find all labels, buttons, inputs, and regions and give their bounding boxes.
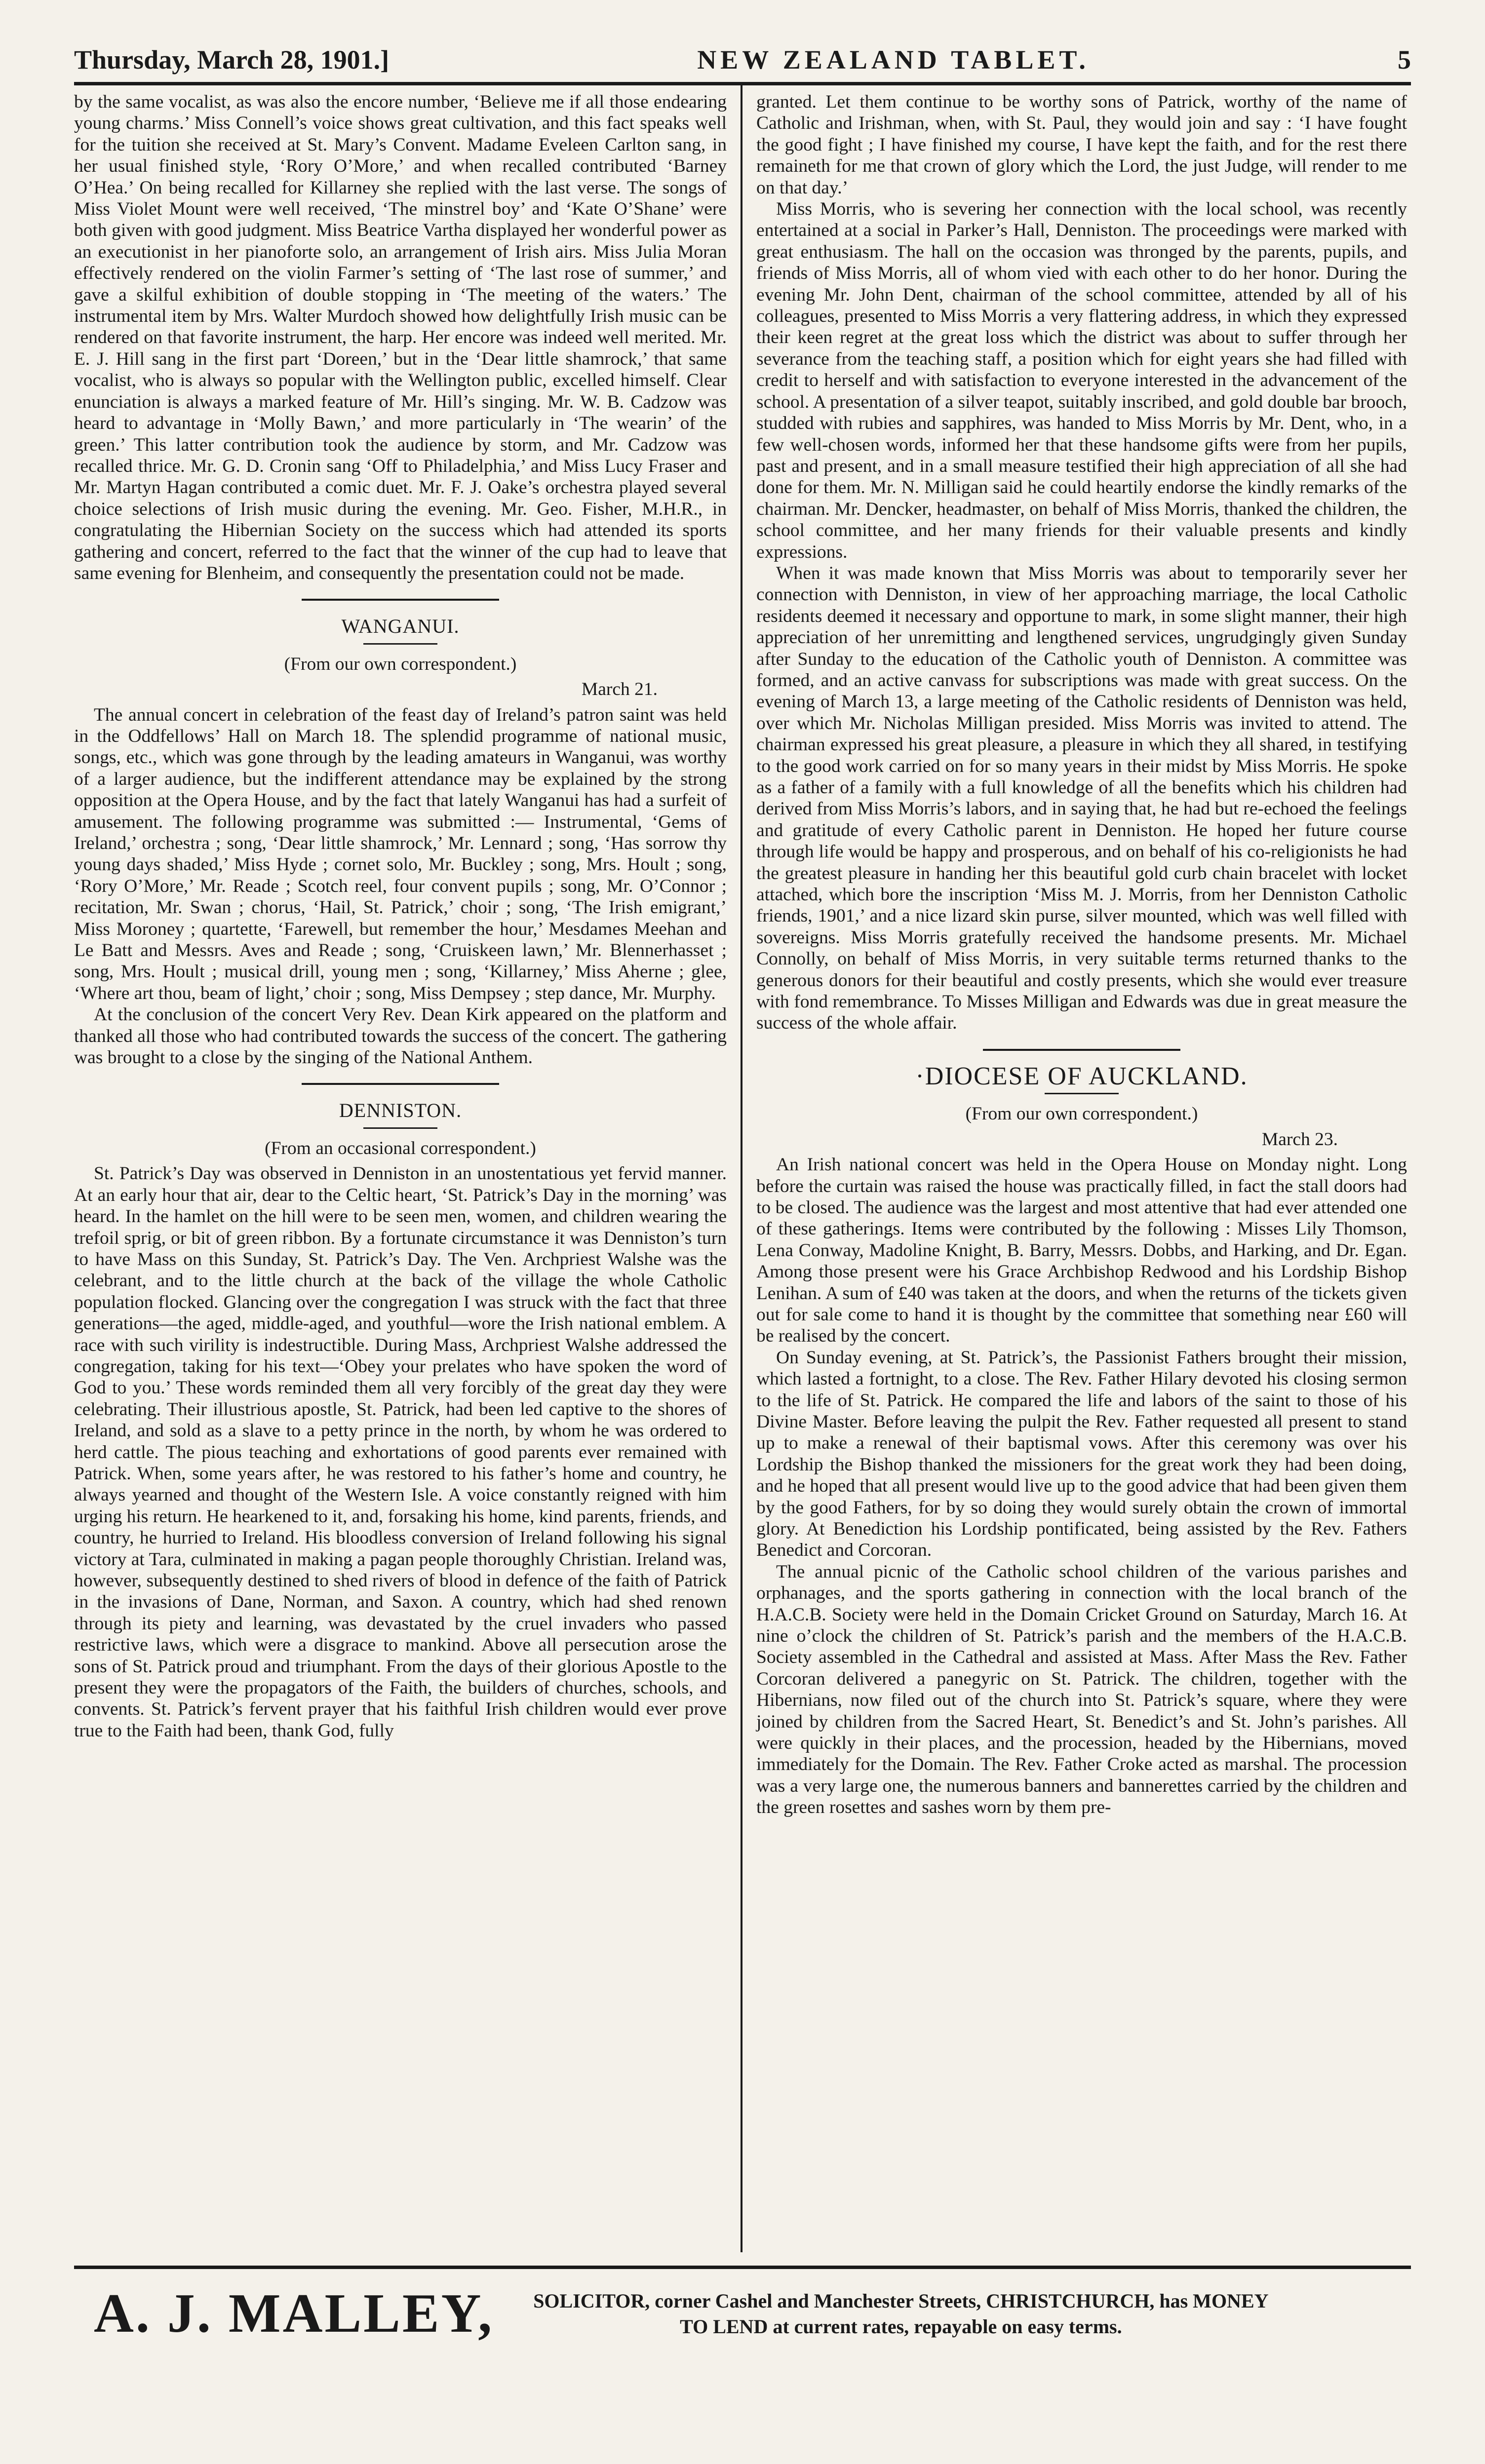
page-number: 5 bbox=[1398, 45, 1411, 75]
right-column bbox=[741, 85, 1407, 2252]
auckland-paragraph-3: The annual picnic of the Catholic school children of the various parishes and orphanages, and the sports gathering in connection with the local branch of the H.A.C.B. Society were held in the Domain Cricket Ground on Saturday, March 16. At nine o’clock the children of St. Patrick’s parish and the members of the H.A.C.B. Society assembled in the Cathedral and assisted at Mass. After Mass the Rev. Father Corcoran delivered a panegyric on St. Patrick. The children, together with the Hibernians, now filed out of the church into St. Patrick’s square, where they were joined by children from the Sacred Heart, St. Benedict’s and St. John’s parishes. All were quickly in their places, and the procession, headed by the Hibernians, moved immediately for the Domain. The Rev. Father Croke acted as marshal. The procession was a very large one, the numerous banners and bannerettes carried by the children and the green rosettes and sashes worn by them pre- bbox=[756, 1561, 1407, 1818]
malley-advertisement bbox=[74, 2266, 1411, 2346]
section-divider bbox=[983, 1049, 1180, 1051]
wanganui-heading: WANGANUI. bbox=[341, 615, 460, 638]
advertiser-name: A. J. MALLEY, bbox=[94, 2283, 494, 2344]
denniston-continuation: granted. Let them continue to be worthy sons of Patrick, worthy of the name of Catholic and Irishman, when, with St. Paul, they would join and say : ‘I have fought the good fight ; I have finished my course, I have kept the faith, and for the rest there remaineth for me that crown of glory which the Lord, the just Judge, will render to me on that day.’ bbox=[756, 92, 1407, 198]
issue-date: Thursday, March 28, 1901.] bbox=[74, 45, 390, 75]
denniston-heading: DENNISTON. bbox=[339, 1099, 462, 1122]
newspaper-title: NEW ZEALAND TABLET. bbox=[697, 45, 1090, 75]
miss-morris-presentation-paragraph: When it was made known that Miss Morris was about to temporarily sever her connection with Denniston, in view of her approaching marriage, the local Catholic residents deemed it necessary and opportune to mark, in some slight manner, their high appreciation of her unremitting and lengthened services, ungrudgingly given Sunday after Sunday to the education of the Catholic youth of Denniston. A committee was formed, and an active canvass for subscriptions was made with great success. On the evening of March 13, a large meeting of the Catholic residents of Denniston was held, over which Mr. Nicholas Milligan presided. Miss Morris was invited to attend. The chairman expressed his great pleasure, a pleasure in which they all shared, in testifying to the good work carried on for so many years in their midst by Miss Morris. He spoke as a father of a family with a full knowledge of all the benefits which his children had derived from Miss Morris’s labors, and in saying that, he had but re-echoed the feelings and gratitude of every Catholic parent in Denniston. He hoped her future course through life would be happy and prosperous, and on behalf of his co-religionists he had the greatest pleasure in handing her this beautiful gold curb chain bracelet with locket attached, which bore the inscription ‘Miss M. J. Morris, from her Denniston Catholic friends, 1901,’ and a nice lizard skin purse, silver mounted, which was well filled with sovereigns. Miss Morris gratefully received the handsome presents. Mr. Michael Connolly, on behalf of Miss Morris, in very suitable terms returned thanks to the generous donors for their beautiful and costly presents, which she would ever treasure with fond remembrance. To Misses Milligan and Edwards was due in great measure the success of the whole affair. bbox=[756, 563, 1407, 1034]
denniston-correspondent: (From an occasional correspondent.) bbox=[265, 1138, 536, 1158]
heading-rule bbox=[363, 643, 437, 645]
wanganui-paragraph-1: The annual concert in celebration of the feast day of Ireland’s patron saint was held in the Oddfellows’ Hall on March 18. The splendid programme of national music, songs, etc., which was gone through by the leading amateurs in Wanganui, was worthy of a larger audience, but the indifferent attendance may be explained by the strong opposition at the Opera House, and by the fact that lately Wanganui has had a surfeit of amusement. The following programme was submitted :— Instrumental, ‘Gems of Ireland,’ orchestra ; song, ‘Dear little shamrock,’ Mr. Lennard ; song, ‘Has sorrow thy young days shaded,’ Miss Hyde ; cornet solo, Mr. Buckley ; song, Mrs. Hoult ; song, ‘Rory O’More,’ Mr. Reade ; Scotch reel, four convent pupils ; song, Mr. O’Connor ; recitation, Mr. Swan ; chorus, ‘Hail, St. Patrick,’ choir ; song, ‘The Irish emigrant,’ Miss Moroney ; quartette, ‘Farewell, but remember the hour,’ Mesdames Meehan and Le Batt and Messrs. Aves and Reade ; song, ‘Cruiskeen lawn,’ Mr. Blennerhasset ; song, Mrs. Hoult ; musical drill, young men ; song, ‘Killarney,’ Miss Aherne ; glee, ‘Where art thou, beam of light,’ choir ; song, Miss Dempsey ; step dance, Mr. Murphy. bbox=[74, 704, 727, 1003]
section-divider bbox=[302, 599, 499, 601]
page-header bbox=[74, 44, 1411, 85]
wanganui-correspondent: (From our own correspondent.) bbox=[284, 654, 517, 674]
heading-rule bbox=[363, 1127, 437, 1129]
auckland-date: March 23. bbox=[1261, 1129, 1338, 1150]
left-column bbox=[74, 85, 741, 2252]
wanganui-paragraph-2: At the conclusion of the concert Very Rev. Dean Kirk appeared on the platform and thanked all those who had contributed towards the success of the concert. The gathering was brought to a close by the singing of the National Anthem. bbox=[74, 1004, 727, 1068]
denniston-paragraph: St. Patrick’s Day was observed in Denniston in an unostentatious yet fervid manner. At an early hour that air, dear to the Celtic heart, ‘St. Patrick’s Day in the morning’ was heard. In the hamlet on the hill were to be seen men, women, and children wearing the trefoil sprig, or bit of green ribbon. By a fortunate circumstance it was Denniston’s turn to have Mass on this Sunday, St. Patrick’s Day. The Ven. Archpriest Walshe was the celebrant, and to the little church at the back of the village the whole Catholic population flocked. Glancing over the congregation I was struck with the fact that three generations—the aged, middle-aged, and youthful—wore the Irish national emblem. A race with such virility is indestructible. During Mass, Archpriest Walshe addressed the congregation, taking for his text—‘Obey your prelates who have spoken the word of God to you.’ These words reminded them all very forcibly of the great day they were celebrating. Their illustrious apostle, St. Patrick, had been led captive to the shores of Ireland, and sold as a slave to a petty prince in the north, by whom he was ordered to herd cattle. The pious teaching and exhortations of good parents ever remained with Patrick. When, some years after, he was restored to his father’s home and country, he always yearned and thought of the Western Isle. A voice constantly reigned with him urging his return. He hearkened to it, and, forsaking his home, kind parents, friends, and country, he hurried to Ireland. His bloodless conversion of Ireland following his signal victory at Tara, culminated in making a pagan people thoroughly Christian. Ireland was, however, subsequently destined to shed rivers of blood in defence of the faith of Patrick in the invasions of Dane, Norman, and Saxon. A country, which had shed renown through its piety and learning, was devastated by the cruel invaders who passed restrictive laws, which were a disgrace to mankind. Above all persecution arose the sons of St. Patrick proud and triumphant. From the days of their glorious Apostle to the present they were the propagators of the Faith, the builders of churches, schools, and convents. St. Patrick’s fervent prayer that his faithful Irish children would ever prove true to the Faith had been, thank God, fully bbox=[74, 1163, 727, 1741]
section-divider bbox=[302, 1083, 499, 1085]
heading-rule bbox=[1045, 1093, 1119, 1094]
auckland-heading: ·DIOCESE OF AUCKLAND. bbox=[915, 1062, 1248, 1090]
auckland-paragraph-2: On Sunday evening, at St. Patrick’s, the Passionist Fathers brought their mission, which lasted a fortnight, to a close. The Rev. Father Hilary devoted his closing sermon to the life of St. Patrick. He compared the life and labors of the saint to those of his Divine Master. Before leaving the pulpit the Rev. Father requested all present to stand up to make a renewal of their baptismal vows. After this ceremony was over his Lordship the Bishop thanked the missioners for the great work they had been doing, and he hoped that all present would live up to the good advice that had been given them by the good Fathers, for by so doing they would surely obtain the crown of immortal glory. At Benediction his Lordship pontificated, being assisted by the Rev. Fathers Benedict and Corcoran. bbox=[756, 1347, 1407, 1561]
advertisement-text bbox=[533, 2288, 1268, 2340]
auckland-correspondent: (From our own correspondent.) bbox=[965, 1104, 1198, 1124]
wellington-concert-continuation: by the same vocalist, as was also the encore number, ‘Believe me if all those endearing young charms.’ Miss Connell’s voice shows great cultivation, and this fact speaks well for the tuition she received at St. Mary’s Convent. Madame Eveleen Carlton sang, in her usual finished style, ‘Rory O’More,’ and when recalled contributed ‘Barney O’Hea.’ On being recalled for Killarney she replied with the last verse. The songs of Miss Violet Mount were well received, ‘The minstrel boy’ and ‘Kate O’Shane’ were both given with good judgment. Miss Beatrice Vartha displayed her wonderful power as an executionist in her pianoforte solo, an arrangement of Irish airs. Miss Julia Moran effectively rendered on the violin Farmer’s setting of ‘The last rose of summer,’ and gave a skilful exhibition of double stopping in ‘The meeting of the waters.’ The instrumental item by Mrs. Walter Murdoch showed how delightfully Irish music can be rendered on that favorite instrument, the harp. Her encore was indeed well merited. Mr. E. J. Hill sang in the first part ‘Doreen,’ but in the ‘Dear little shamrock,’ that same vocalist, who is always so popular with the Wellington public, excelled himself. Clear enunciation is always a marked feature of Mr. Hill’s singing. Mr. W. B. Cadzow was heard to advantage in ‘Molly Bawn,’ and more particularly in ‘The wearin’ of the green.’ This latter contribution took the audience by storm, and Mr. Cadzow was recalled thrice. Mr. G. D. Cronin sang ‘Off to Philadelphia,’ and Miss Lucy Fraser and Mr. Martyn Hagan contributed a comic duet. Mr. F. J. Oake’s orchestra played several choice selections of Irish music during the evening. Mr. Geo. Fisher, M.H.R., in congratulating the Hibernian Society on the success which had attended its sports gathering and concert, referred to the fact that the winner of the cup had to leave that same evening for Blenheim, and consequently the presentation could not be made. bbox=[74, 92, 727, 583]
auckland-paragraph-1: An Irish national concert was held in the Opera House on Monday night. Long before the curtain was raised the house was practically filled, in fact the stall doors had to be closed. The audience was the largest and most attentive that had ever attended one of these gatherings. Items were contributed by the following : Misses Lily Thomson, Lena Conway, Madoline Knight, B. Barry, Messrs. Dobbs, and Harking, and Dr. Egan. Among those present were his Grace Archbishop Redwood and his Lordship Bishop Lenihan. A sum of £40 was taken at the doors, and when the returns of the tickets given out for sale come to hand it is thought by the committee that something near £60 will be realised by the concert. bbox=[756, 1155, 1407, 1347]
advertisement-line-2: TO LEND at current rates, repayable on easy terms. bbox=[680, 2315, 1122, 2338]
miss-morris-social-paragraph: Miss Morris, who is severing her connection with the local school, was recently entertained at a social in Parker’s Hall, Denniston. The proceedings were marked with great enthusiasm. The hall on the occasion was thronged by the parents, pupils, and friends of Miss Morris, all of whom vied with each other to do her honor. During the evening Mr. John Dent, chairman of the school committee, attended by all of his colleagues, presented to Miss Morris a very flattering address, in which they expressed their keen regret at the great loss which the district was about to suffer through her severance from the teaching staff, a position which for eight years she had filled with credit to herself and with satisfaction to everyone interested in the advancement of the school. A presentation of a silver teapot, suitably inscribed, and gold double bar brooch, studded with rubies and sapphires, was handed to Miss Morris by Mr. Dent, who, in a few well-chosen words, informed her that these handsome gifts were from her pupils, past and present, and in a small measure testified their high appreciation of all she had done for them. Mr. N. Milligan said he could heartily endorse the kindly remarks of the chairman. Mr. Dencker, headmaster, on behalf of Miss Morris, thanked the children, the school committee, and her many friends for their valuable presents and kindly expressions. bbox=[756, 199, 1407, 562]
wanganui-date: March 21. bbox=[581, 679, 658, 700]
article-columns bbox=[74, 85, 1411, 2252]
advertisement-line-1: SOLICITOR, corner Cashel and Manchester Streets, CHRISTCHURCH, has MONEY bbox=[533, 2289, 1269, 2312]
